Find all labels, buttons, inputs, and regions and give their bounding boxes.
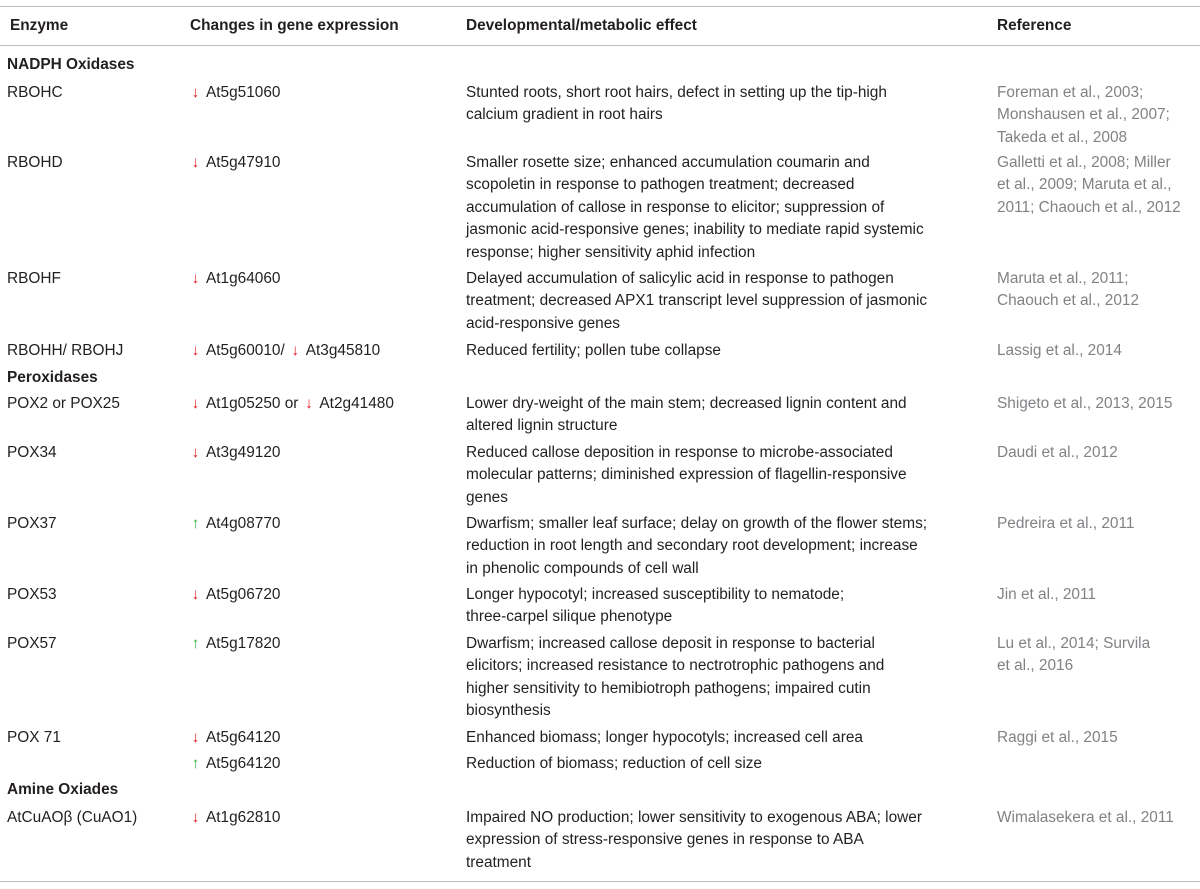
reference-line: 2011; Chaouch et al., 2012 bbox=[997, 198, 1181, 216]
arrow-down-icon: ↓ bbox=[191, 270, 200, 287]
developmental-effect bbox=[466, 753, 762, 775]
gene-id: At5g17820 bbox=[206, 635, 281, 652]
arrow-up-icon: ↑ bbox=[191, 515, 200, 532]
developmental-effect bbox=[466, 727, 863, 749]
gene-id: At1g64060 bbox=[206, 270, 281, 287]
gene-expression-change bbox=[190, 152, 280, 174]
arrow-down-icon: ↓ bbox=[305, 395, 313, 412]
reference-line: Chaouch et al., 2012 bbox=[997, 292, 1140, 310]
gene-id: At4g08770 bbox=[206, 515, 281, 532]
reference-line: Daudi et al., 2012 bbox=[997, 444, 1118, 461]
arrow-down-icon: ↓ bbox=[191, 342, 200, 359]
gene-expression-change bbox=[190, 340, 380, 362]
reference-line: et al., 2016 bbox=[997, 657, 1074, 675]
gene-id: At5g51060 bbox=[206, 84, 281, 101]
effect-line: Dwarfism; increased callose deposit in response to bacterial bbox=[466, 635, 875, 652]
effect-line: accumulation of callose in response to elicitor; suppression of bbox=[466, 198, 885, 216]
gene-id: At3g49120 bbox=[206, 444, 281, 461]
reference-line: Shigeto et al., 2013, 2015 bbox=[997, 395, 1173, 412]
reference bbox=[997, 152, 1181, 219]
developmental-effect bbox=[466, 442, 907, 509]
gene-expression-change bbox=[190, 82, 280, 104]
effect-line: Dwarfism; smaller leaf surface; delay on growth of the flower stems; bbox=[466, 515, 928, 532]
gene-id: At2g41480 bbox=[319, 395, 394, 412]
arrow-down-icon: ↓ bbox=[291, 342, 300, 359]
enzyme-name: POX53 bbox=[7, 586, 57, 603]
effect-line: jasmonic acid-responsive genes; inability to mediate rapid systemic bbox=[466, 221, 924, 239]
effect-line: Reduced callose deposition in response to microbe-associated bbox=[466, 444, 893, 461]
enzyme-name: POX34 bbox=[7, 444, 57, 461]
reference-line: Maruta et al., 2011; bbox=[997, 270, 1129, 287]
enzyme-name: POX2 or POX25 bbox=[7, 395, 120, 412]
arrow-down-icon: ↓ bbox=[191, 809, 200, 826]
effect-line: response; higher sensitivity aphid infection bbox=[466, 243, 756, 261]
effect-line: Lower dry-weight of the main stem; decreased lignin content and bbox=[466, 395, 907, 412]
gene-expression-change bbox=[190, 633, 280, 655]
gene-expression-change bbox=[190, 268, 280, 290]
effect-line: Longer hypocotyl; increased susceptibility to nematode; bbox=[466, 586, 845, 603]
enzyme-name: RBOHC bbox=[7, 84, 63, 101]
gene-id: At5g06720 bbox=[206, 586, 281, 603]
effect-line: Delayed accumulation of salicylic acid in response to pathogen bbox=[466, 270, 894, 287]
reference-line: Lassig et al., 2014 bbox=[997, 342, 1122, 359]
effect-line: treatment; decreased APX1 transcript level suppression of jasmonic bbox=[466, 292, 928, 310]
effect-line: elicitors; increased resistance to nectrotrophic pathogens and bbox=[466, 657, 885, 675]
reference-line: Takeda et al., 2008 bbox=[997, 128, 1128, 146]
effect-line: acid-responsive genes bbox=[466, 314, 620, 332]
section-heading: Peroxidases bbox=[7, 369, 98, 386]
reference bbox=[997, 393, 1172, 415]
gene-id: At1g05250 or bbox=[206, 395, 299, 412]
effect-line: reduction in root length and secondary root development; increase bbox=[466, 537, 918, 555]
reference-line: Jin et al., 2011 bbox=[997, 586, 1096, 603]
gene-id: At5g60010/ bbox=[206, 342, 285, 359]
header-effect: Developmental/metabolic effect bbox=[466, 17, 697, 34]
arrow-down-icon: ↓ bbox=[191, 154, 200, 171]
reference bbox=[997, 513, 1134, 535]
gene-expression-change bbox=[190, 807, 280, 829]
effect-line: expression of stress-responsive genes in response to ABA bbox=[466, 831, 864, 849]
effect-line: Smaller rosette size; enhanced accumulation coumarin and bbox=[466, 154, 870, 171]
arrow-up-icon: ↑ bbox=[191, 635, 200, 652]
arrow-down-icon: ↓ bbox=[191, 729, 200, 746]
reference-line: Foreman et al., 2003; bbox=[997, 84, 1144, 101]
gene-expression-change bbox=[190, 584, 280, 606]
developmental-effect bbox=[466, 268, 927, 335]
reference-line: Raggi et al., 2015 bbox=[997, 729, 1118, 746]
reference bbox=[997, 584, 1096, 606]
reference bbox=[997, 633, 1150, 678]
effect-line: scopoletin in response to pathogen treatment; decreased bbox=[466, 176, 855, 194]
table-bottom-rule bbox=[0, 881, 1200, 882]
reference-line: Lu et al., 2014; Survila bbox=[997, 635, 1151, 652]
gene-id: At3g45810 bbox=[305, 342, 381, 359]
arrow-down-icon: ↓ bbox=[191, 444, 200, 461]
enzyme-name: POX37 bbox=[7, 515, 57, 532]
developmental-effect bbox=[466, 340, 721, 362]
reference-line: Monshausen et al., 2007; bbox=[997, 106, 1170, 124]
reference bbox=[997, 268, 1139, 313]
enzyme-name: RBOHH/ RBOHJ bbox=[7, 342, 124, 359]
developmental-effect bbox=[466, 393, 907, 438]
gene-expression-change bbox=[190, 513, 280, 535]
effect-line: biosynthesis bbox=[466, 702, 551, 720]
header-enzyme: Enzyme bbox=[10, 17, 69, 34]
gene-expression-change bbox=[190, 393, 394, 415]
developmental-effect bbox=[466, 513, 927, 580]
effect-line: in phenolic compounds of cell wall bbox=[466, 559, 699, 577]
enzyme-name: POX 71 bbox=[7, 729, 61, 746]
arrow-up-icon: ↑ bbox=[191, 755, 200, 772]
developmental-effect bbox=[466, 807, 922, 874]
effect-line: Impaired NO production; lower sensitivity to exogenous ABA; lower bbox=[466, 809, 922, 826]
gene-id: At1g62810 bbox=[206, 809, 281, 826]
section-heading: NADPH Oxidases bbox=[7, 56, 135, 73]
header-changes: Changes in gene expression bbox=[190, 17, 399, 34]
effect-line: Reduced fertility; pollen tube collapse bbox=[466, 342, 721, 359]
reference bbox=[997, 340, 1122, 362]
effect-line: Reduction of biomass; reduction of cell size bbox=[466, 755, 762, 772]
reference-line: Galletti et al., 2008; Miller bbox=[997, 154, 1171, 171]
developmental-effect bbox=[466, 152, 924, 264]
effect-line: genes bbox=[466, 488, 508, 506]
gene-expression-change bbox=[190, 753, 280, 775]
arrow-down-icon: ↓ bbox=[191, 586, 200, 603]
enzyme-name: RBOHF bbox=[7, 270, 61, 287]
developmental-effect bbox=[466, 82, 887, 127]
section-heading: Amine Oxiades bbox=[7, 781, 119, 798]
effect-line: Enhanced biomass; longer hypocotyls; increased cell area bbox=[466, 729, 863, 746]
reference-line: Pedreira et al., 2011 bbox=[997, 515, 1135, 532]
effect-line: altered lignin structure bbox=[466, 417, 618, 435]
arrow-down-icon: ↓ bbox=[191, 395, 200, 412]
gene-expression-change bbox=[190, 442, 280, 464]
enzyme-name: POX57 bbox=[7, 635, 57, 652]
gene-id: At5g47910 bbox=[206, 154, 281, 171]
enzyme-name: AtCuAOβ (CuAO1) bbox=[7, 809, 138, 826]
gene-id: At5g64120 bbox=[206, 755, 281, 772]
gene-expression-change bbox=[190, 727, 280, 749]
reference-line: et al., 2009; Maruta et al., bbox=[997, 176, 1172, 194]
effect-line: higher sensitivity to hemibiotroph pathogens; impaired cutin bbox=[466, 679, 871, 697]
effect-line: Stunted roots, short root hairs, defect in setting up the tip-high bbox=[466, 84, 887, 101]
header-reference: Reference bbox=[997, 17, 1072, 34]
arrow-down-icon: ↓ bbox=[191, 84, 200, 101]
effect-line: molecular patterns; diminished expression of flagellin-responsive bbox=[466, 466, 907, 484]
effect-line: treatment bbox=[466, 853, 532, 871]
effect-line: calcium gradient in root hairs bbox=[466, 106, 663, 124]
reference bbox=[997, 807, 1174, 829]
reference-line: Wimalasekera et al., 2011 bbox=[997, 809, 1174, 826]
reference bbox=[997, 442, 1118, 464]
reference bbox=[997, 727, 1118, 749]
developmental-effect bbox=[466, 584, 844, 629]
developmental-effect bbox=[466, 633, 884, 723]
gene-id: At5g64120 bbox=[206, 729, 281, 746]
table-top-rule bbox=[0, 6, 1200, 7]
header-bottom-rule bbox=[0, 45, 1200, 46]
reference bbox=[997, 82, 1170, 149]
enzyme-name: RBOHD bbox=[7, 154, 63, 171]
effect-line: three-carpel silique phenotype bbox=[466, 608, 673, 626]
